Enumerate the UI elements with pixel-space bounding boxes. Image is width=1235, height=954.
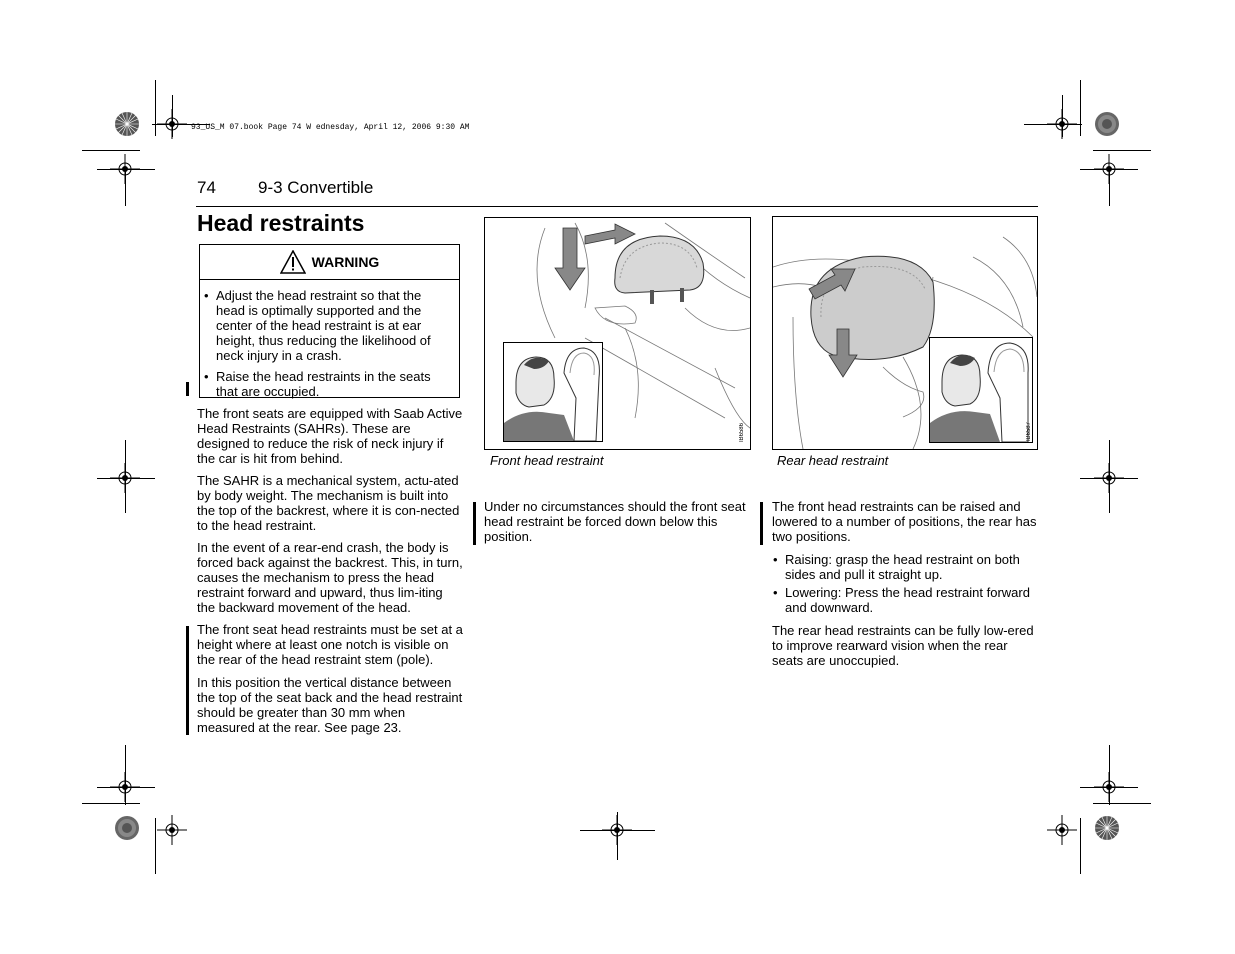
- warning-item: • Raise the head restraints in the seats that are occupied.: [204, 369, 451, 399]
- color-target-icon: [114, 111, 140, 137]
- registration-mark-icon: [1047, 815, 1077, 845]
- list-item: • Lowering: Press the head restraint forward and downward.: [771, 585, 1039, 615]
- change-bar: [186, 382, 189, 396]
- body-paragraph: In this position the vertical distance between the top of the seat back and the head restraint should be greater than 30 mm when measured at the rear. See page 23.: [197, 675, 463, 735]
- front-inset-illustration: [503, 342, 603, 442]
- warning-header: [200, 245, 459, 280]
- figure-code: IB6586: [739, 423, 745, 443]
- body-paragraph: The SAHR is a mechanical system, actu-ated by body weight. The mechanism is built into the top of the backrest, where it is con-nected to the head restraint.: [197, 473, 460, 533]
- header-rule: [196, 206, 1038, 207]
- front-head-restraint-figure: [484, 217, 751, 450]
- body-paragraph: The front seat head restraints must be set at a height where at least one notch is visible on the rear of the head restraint stem (pole).: [197, 622, 463, 667]
- warning-box: [199, 244, 460, 398]
- change-bar: [186, 626, 189, 735]
- body-paragraph: The front head restraints can be raised and lowered to a number of positions, the rear has two positions.: [772, 499, 1037, 544]
- figure-caption: Front head restraint: [490, 453, 604, 468]
- color-target-icon: [114, 815, 140, 841]
- body-paragraph: The rear head restraints can be fully low-ered to improve rearward vision when the rear seats are unoccupied.: [772, 623, 1034, 668]
- page-number: 74: [197, 178, 216, 197]
- bullet-list: [771, 552, 1039, 618]
- running-title: 9-3 Convertible: [258, 178, 374, 197]
- rear-head-restraint-figure: [772, 216, 1038, 450]
- color-target-icon: [1094, 111, 1120, 137]
- body-paragraph: Under no circumstances should the front seat head restraint be forced down below this position.: [484, 499, 746, 544]
- change-bar: [760, 502, 763, 545]
- warning-list: [200, 280, 459, 399]
- body-paragraph: The front seats are equipped with Saab Active Head Restraints (SAHRs). These are designed to reduce the risk of neck injury if the car is hit from behind.: [197, 406, 463, 466]
- warning-label: WARNING: [311, 254, 380, 270]
- figure-code: IB6587: [1026, 422, 1032, 442]
- change-bar: [473, 502, 476, 545]
- rear-inset-illustration: [929, 337, 1033, 443]
- print-slug: 93_US_M 07.book Page 74 W ednesday, April 12, 2006 9:30 AM: [191, 123, 470, 132]
- figure-caption: Rear head restraint: [777, 453, 889, 468]
- registration-mark-icon: [157, 815, 187, 845]
- list-item: • Raising: grasp the head restraint on both sides and pull it straight up.: [771, 552, 1039, 582]
- color-target-icon: [1094, 815, 1120, 841]
- warning-item: • Adjust the head restraint so that the head is optimally supported and the center of the head restraint is at ear height, thus reducing the likelihood of neck injury in a crash.: [204, 288, 451, 363]
- body-paragraph: In the event of a rear-end crash, the body is forced back against the backrest. This, in turn, causes the mechanism to press the head restraint forward and upward, thus lim-iting the backward movement of the head.: [197, 540, 463, 615]
- warning-triangle-icon: [280, 250, 306, 274]
- section-title: Head restraints: [197, 210, 365, 236]
